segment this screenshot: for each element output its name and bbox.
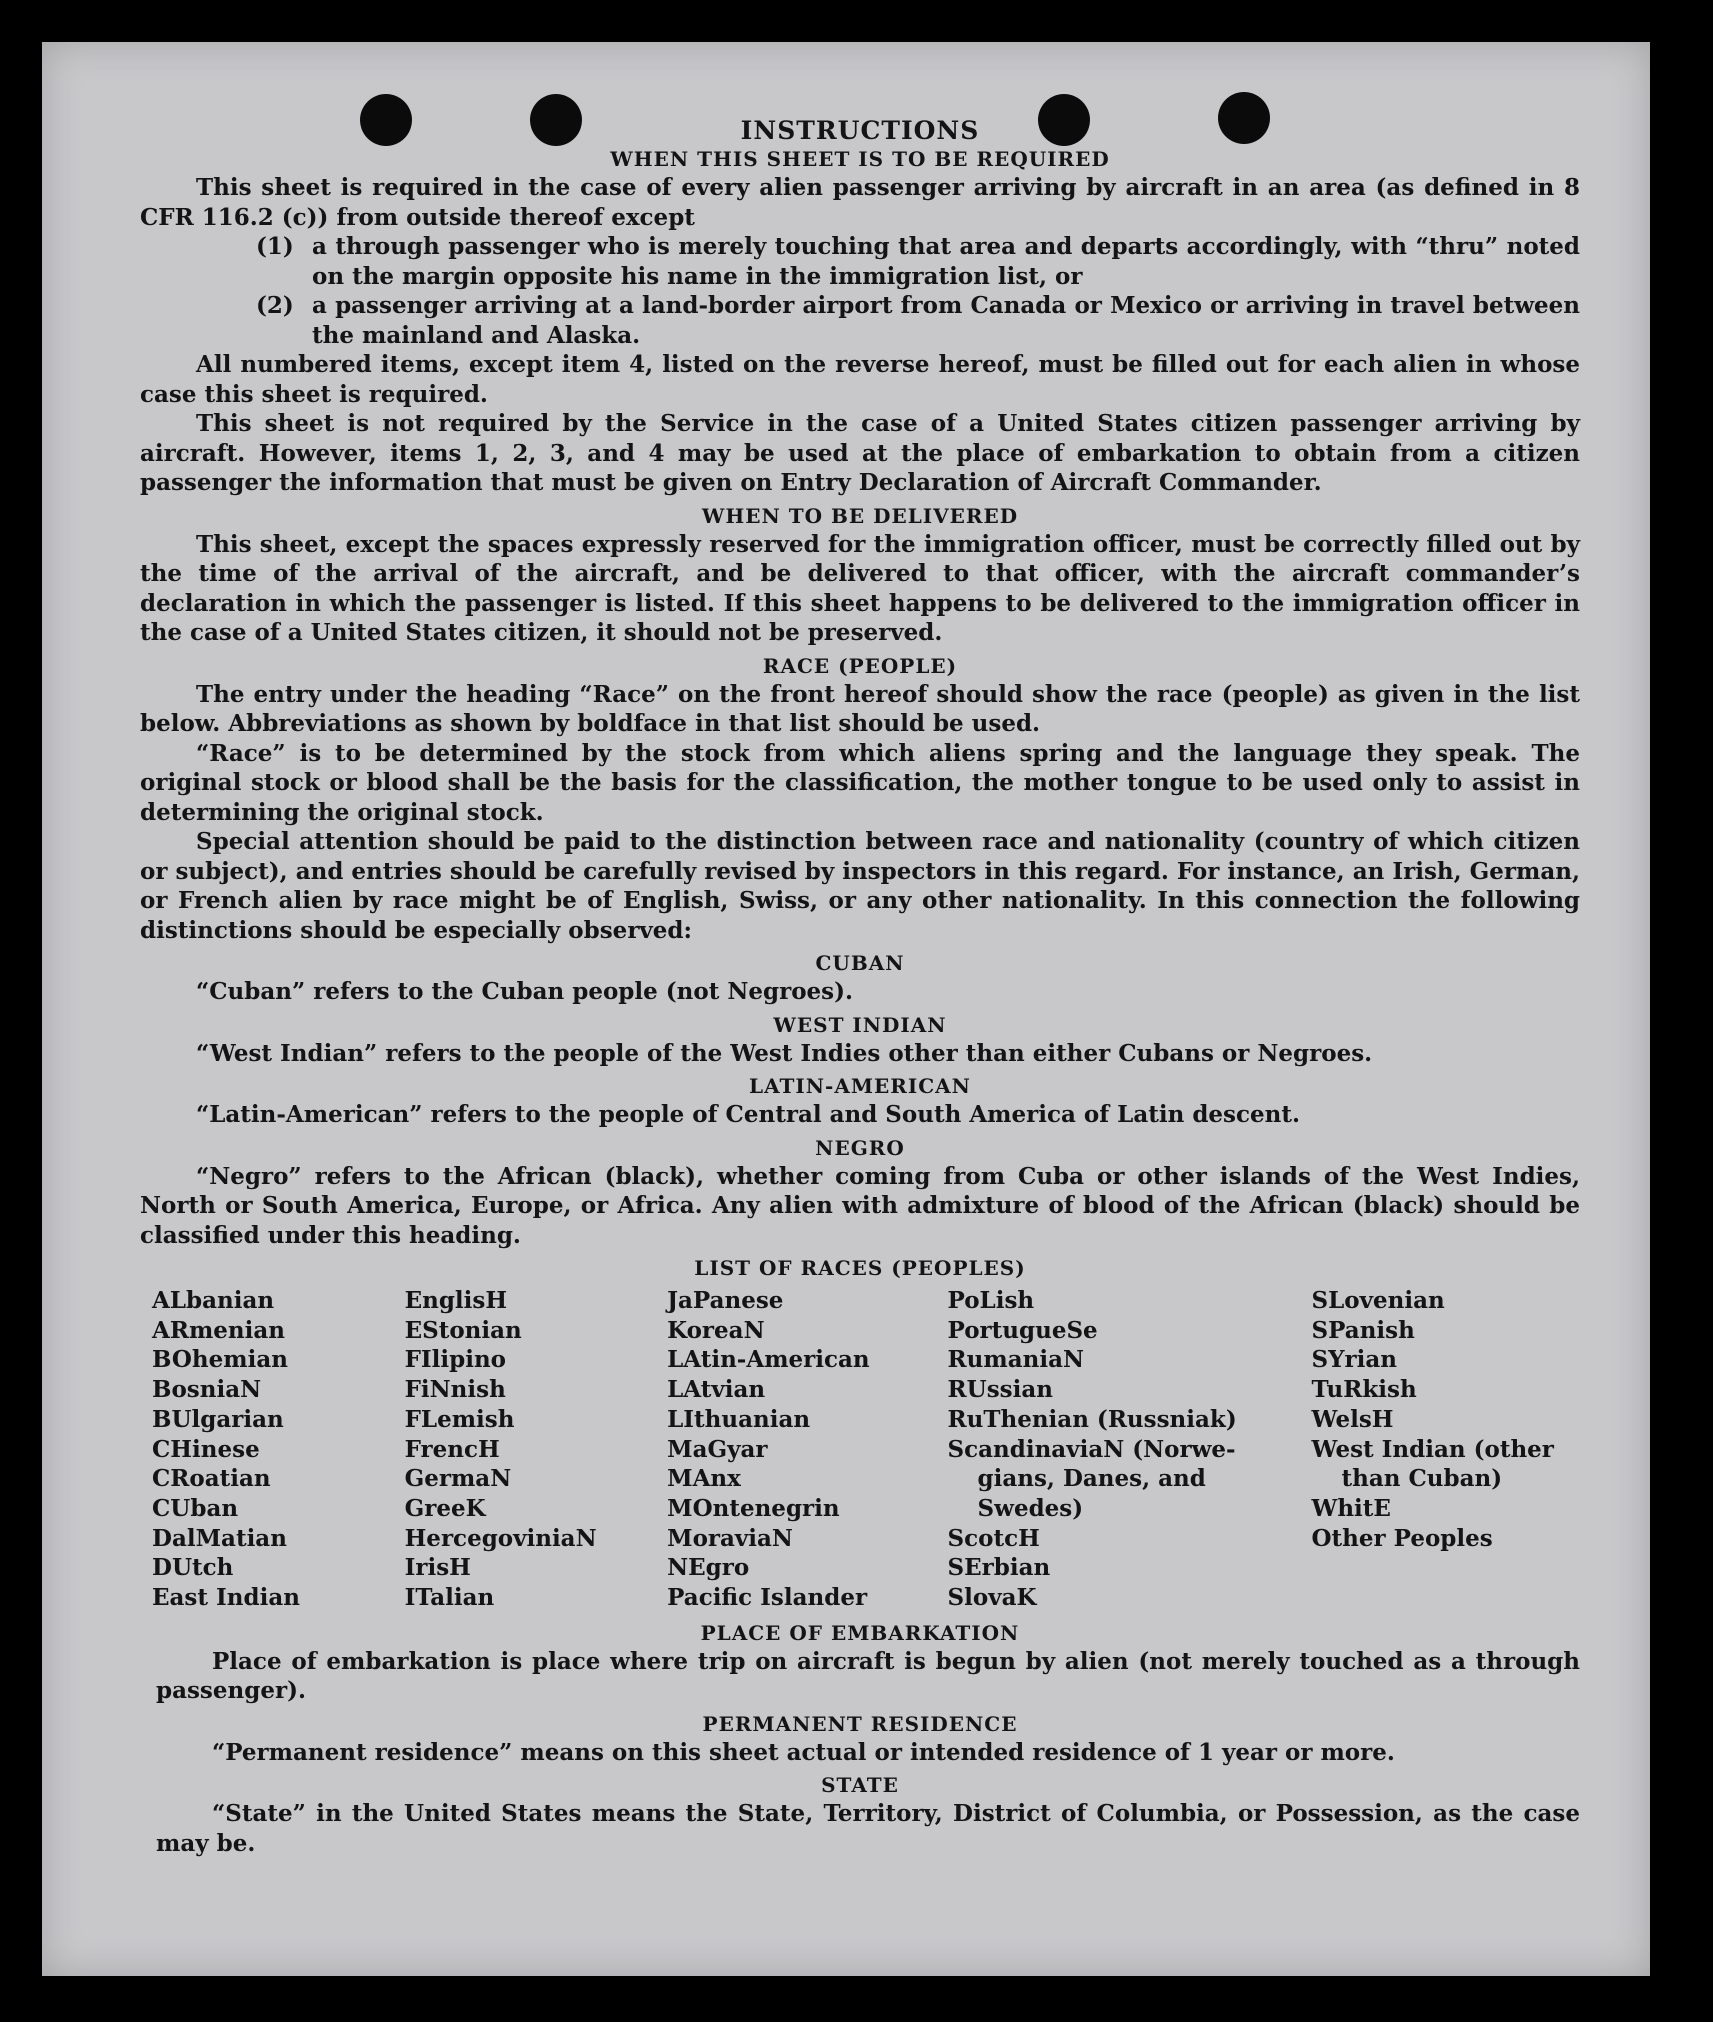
- paragraph: “West Indian” refers to the people of the West Indies other than either Cubans or Negroes.: [196, 1039, 1373, 1067]
- races-column: [1312, 1286, 1581, 1613]
- race-item: DUtch: [152, 1554, 234, 1582]
- race-item: BosniaN: [152, 1376, 262, 1404]
- race-item: CHinese: [152, 1435, 260, 1463]
- paragraph: “Negro” refers to the African (black), whether coming from Cuba or other islands of the West Indies, North or South America, Europe, or Africa. Any alien with admixture of blood of the African (black) should be classified under this heading.: [140, 1162, 1580, 1249]
- page-title: INSTRUCTIONS: [740, 116, 980, 145]
- race-item: FIlipino: [404, 1346, 507, 1374]
- race-item: JaPanese: [667, 1287, 784, 1314]
- race-item: RumaniaN: [947, 1346, 1084, 1374]
- race-item: LAtin-American: [667, 1346, 870, 1374]
- race-item: EnglisH: [404, 1287, 508, 1314]
- section-heading: LATIN-AMERICAN: [749, 1074, 971, 1098]
- race-item: FLemish: [404, 1405, 515, 1433]
- paragraph: “Cuban” refers to the Cuban people (not Negroes).: [196, 978, 854, 1005]
- race-item: MaGyar: [667, 1435, 768, 1463]
- section-heading: WEST INDIAN: [773, 1012, 947, 1037]
- race-item: DalMatian: [152, 1524, 287, 1552]
- item-number: (2): [256, 292, 294, 319]
- paragraph: All numbered items, except item 4, listed on the reverse hereof, must be filled out for each alien in whose case this sheet is required.: [140, 351, 1580, 408]
- races-column: [405, 1286, 668, 1613]
- race-item: SYrian: [1311, 1346, 1398, 1374]
- race-item: WhitE: [1311, 1494, 1391, 1522]
- race-item: SlovaK: [947, 1584, 1037, 1612]
- race-item: ScotcH: [947, 1524, 1040, 1552]
- race-item: ITalian: [404, 1584, 495, 1612]
- section-heading: WHEN TO BE DELIVERED: [701, 503, 1019, 528]
- item-text: a through passenger who is merely touching that area and departs accordingly, with “thru” noted on the margin opposite his name in the immigration list, or: [312, 233, 1580, 290]
- race-item: MOntenegrin: [667, 1494, 840, 1522]
- item-text: a passenger arriving at a land-border airport from Canada or Mexico or arriving in travel between the mainland and Alaska.: [312, 292, 1580, 349]
- race-item: SErbian: [947, 1554, 1051, 1582]
- races-list: [140, 1286, 1580, 1613]
- race-item: RuThenian (Russniak): [947, 1405, 1237, 1433]
- paragraph: “Latin-American” refers to the people of Central and South America of Latin descent.: [196, 1101, 1300, 1128]
- race-item: ARmenian: [152, 1316, 286, 1344]
- race-item: CRoatian: [152, 1465, 271, 1493]
- race-item: WelsH: [1311, 1405, 1394, 1433]
- paragraph: Special attention should be paid to the distinction between race and nationality (country of which citizen or subject), and entries should be carefully revised by inspectors in this regard. For instance, an Irish, German, or French alien by race might be of English, Swiss, or any other nationality. In this connection the following distinctions should be especially observed:: [140, 828, 1580, 944]
- list-item: [140, 291, 1580, 350]
- race-item: SLovenian: [1311, 1287, 1445, 1314]
- race-item: PortugueSe: [947, 1316, 1098, 1344]
- document-sheet: [42, 42, 1650, 1976]
- section-heading: WHEN THIS SHEET IS TO BE REQUIRED: [610, 147, 1110, 171]
- race-item: IrisH: [404, 1554, 471, 1582]
- paragraph: “Race” is to be determined by the stock from which aliens spring and the language they speak. The original stock or blood shall be the basis for the classification, the mother tongue to be used only to assist in determining the original stock.: [140, 739, 1580, 826]
- paragraph: This sheet is required in the case of every alien passenger arriving by aircraft in an area (as defined in 8 CFR 116.2 (c)) from outside thereof except: [140, 174, 1580, 231]
- race-item: MAnx: [667, 1465, 741, 1493]
- race-item: LIthuanian: [667, 1405, 811, 1433]
- races-column: [948, 1286, 1312, 1613]
- race-item: BOhemian: [152, 1346, 288, 1374]
- race-item: HercegoviniaN: [404, 1524, 597, 1552]
- race-item: LAtvian: [667, 1376, 766, 1404]
- race-item: GreeK: [404, 1494, 486, 1522]
- section-heading: NEGRO: [815, 1135, 905, 1160]
- race-item: KoreaN: [667, 1316, 765, 1344]
- section-heading: STATE: [821, 1773, 899, 1798]
- race-item: East Indian: [152, 1584, 300, 1612]
- race-item: MoraviaN: [667, 1524, 793, 1552]
- list-item: [140, 232, 1580, 291]
- paragraph: “State” in the United States means the State, Territory, District of Columbia, or Possession, as the case may be.: [156, 1800, 1580, 1857]
- section-heading: PERMANENT RESIDENCE: [702, 1711, 1018, 1736]
- section-heading: RACE (PEOPLE): [762, 653, 958, 678]
- paragraph: “Permanent residence” means on this sheet actual or intended residence of 1 year or more.: [212, 1738, 1395, 1766]
- item-number: (1): [256, 233, 294, 260]
- race-item: BUlgarian: [152, 1405, 284, 1433]
- race-item: Other Peoples: [1311, 1524, 1493, 1552]
- races-column: [140, 1286, 405, 1613]
- paragraph: The entry under the heading “Race” on the front hereof should show the race (people) as given in the list below. Abbreviations as shown by boldface in that list should be used.: [140, 680, 1580, 737]
- race-item: SPanish: [1311, 1316, 1415, 1344]
- section-heading: CUBAN: [815, 951, 905, 975]
- race-item: ALbanian: [152, 1287, 275, 1314]
- race-item: NEgro: [667, 1554, 750, 1582]
- race-item: gians, Danes, and: [977, 1465, 1206, 1493]
- race-item: CUban: [152, 1494, 239, 1522]
- section-heading: LIST OF RACES (PEOPLES): [694, 1256, 1026, 1280]
- paragraph: Place of embarkation is place where trip on aircraft is begun by alien (not merely touched as a through passenger).: [156, 1647, 1580, 1705]
- race-item: than Cuban): [1341, 1465, 1503, 1493]
- race-item: TuRkish: [1311, 1376, 1417, 1404]
- race-item: GermaN: [404, 1465, 512, 1493]
- race-item: RUssian: [947, 1376, 1053, 1404]
- race-item: PoLish: [947, 1287, 1035, 1314]
- paragraph: This sheet is not required by the Service in the case of a United States citizen passenger arriving by aircraft. However, items 1, 2, 3, and 4 may be used at the place of embarkation to obtain from a citizen passenger the information that must be given on Entry Declaration of Aircraft Commander.: [140, 410, 1580, 496]
- race-item: FiNnish: [404, 1376, 506, 1404]
- race-item: ScandinaviaN (Norwe-: [947, 1435, 1236, 1463]
- race-item: FrencH: [404, 1435, 500, 1463]
- section-heading: PLACE OF EMBARKATION: [700, 1620, 1020, 1645]
- paragraph: This sheet, except the spaces expressly reserved for the immigration officer, must be correctly filled out by the time of the arrival of the aircraft, and be delivered to that officer, with the aircraft commander’s declaration in which the passenger is listed. If this sheet happens to be delivered to the immigration officer in the case of a United States citizen, it should not be preserved.: [140, 530, 1580, 646]
- instructions-body: [140, 116, 1580, 1858]
- race-item: Pacific Islander: [667, 1584, 868, 1612]
- races-column: [667, 1286, 947, 1613]
- race-item: Swedes): [977, 1494, 1084, 1522]
- race-item: EStonian: [404, 1316, 522, 1344]
- race-item: West Indian (other: [1311, 1435, 1554, 1463]
